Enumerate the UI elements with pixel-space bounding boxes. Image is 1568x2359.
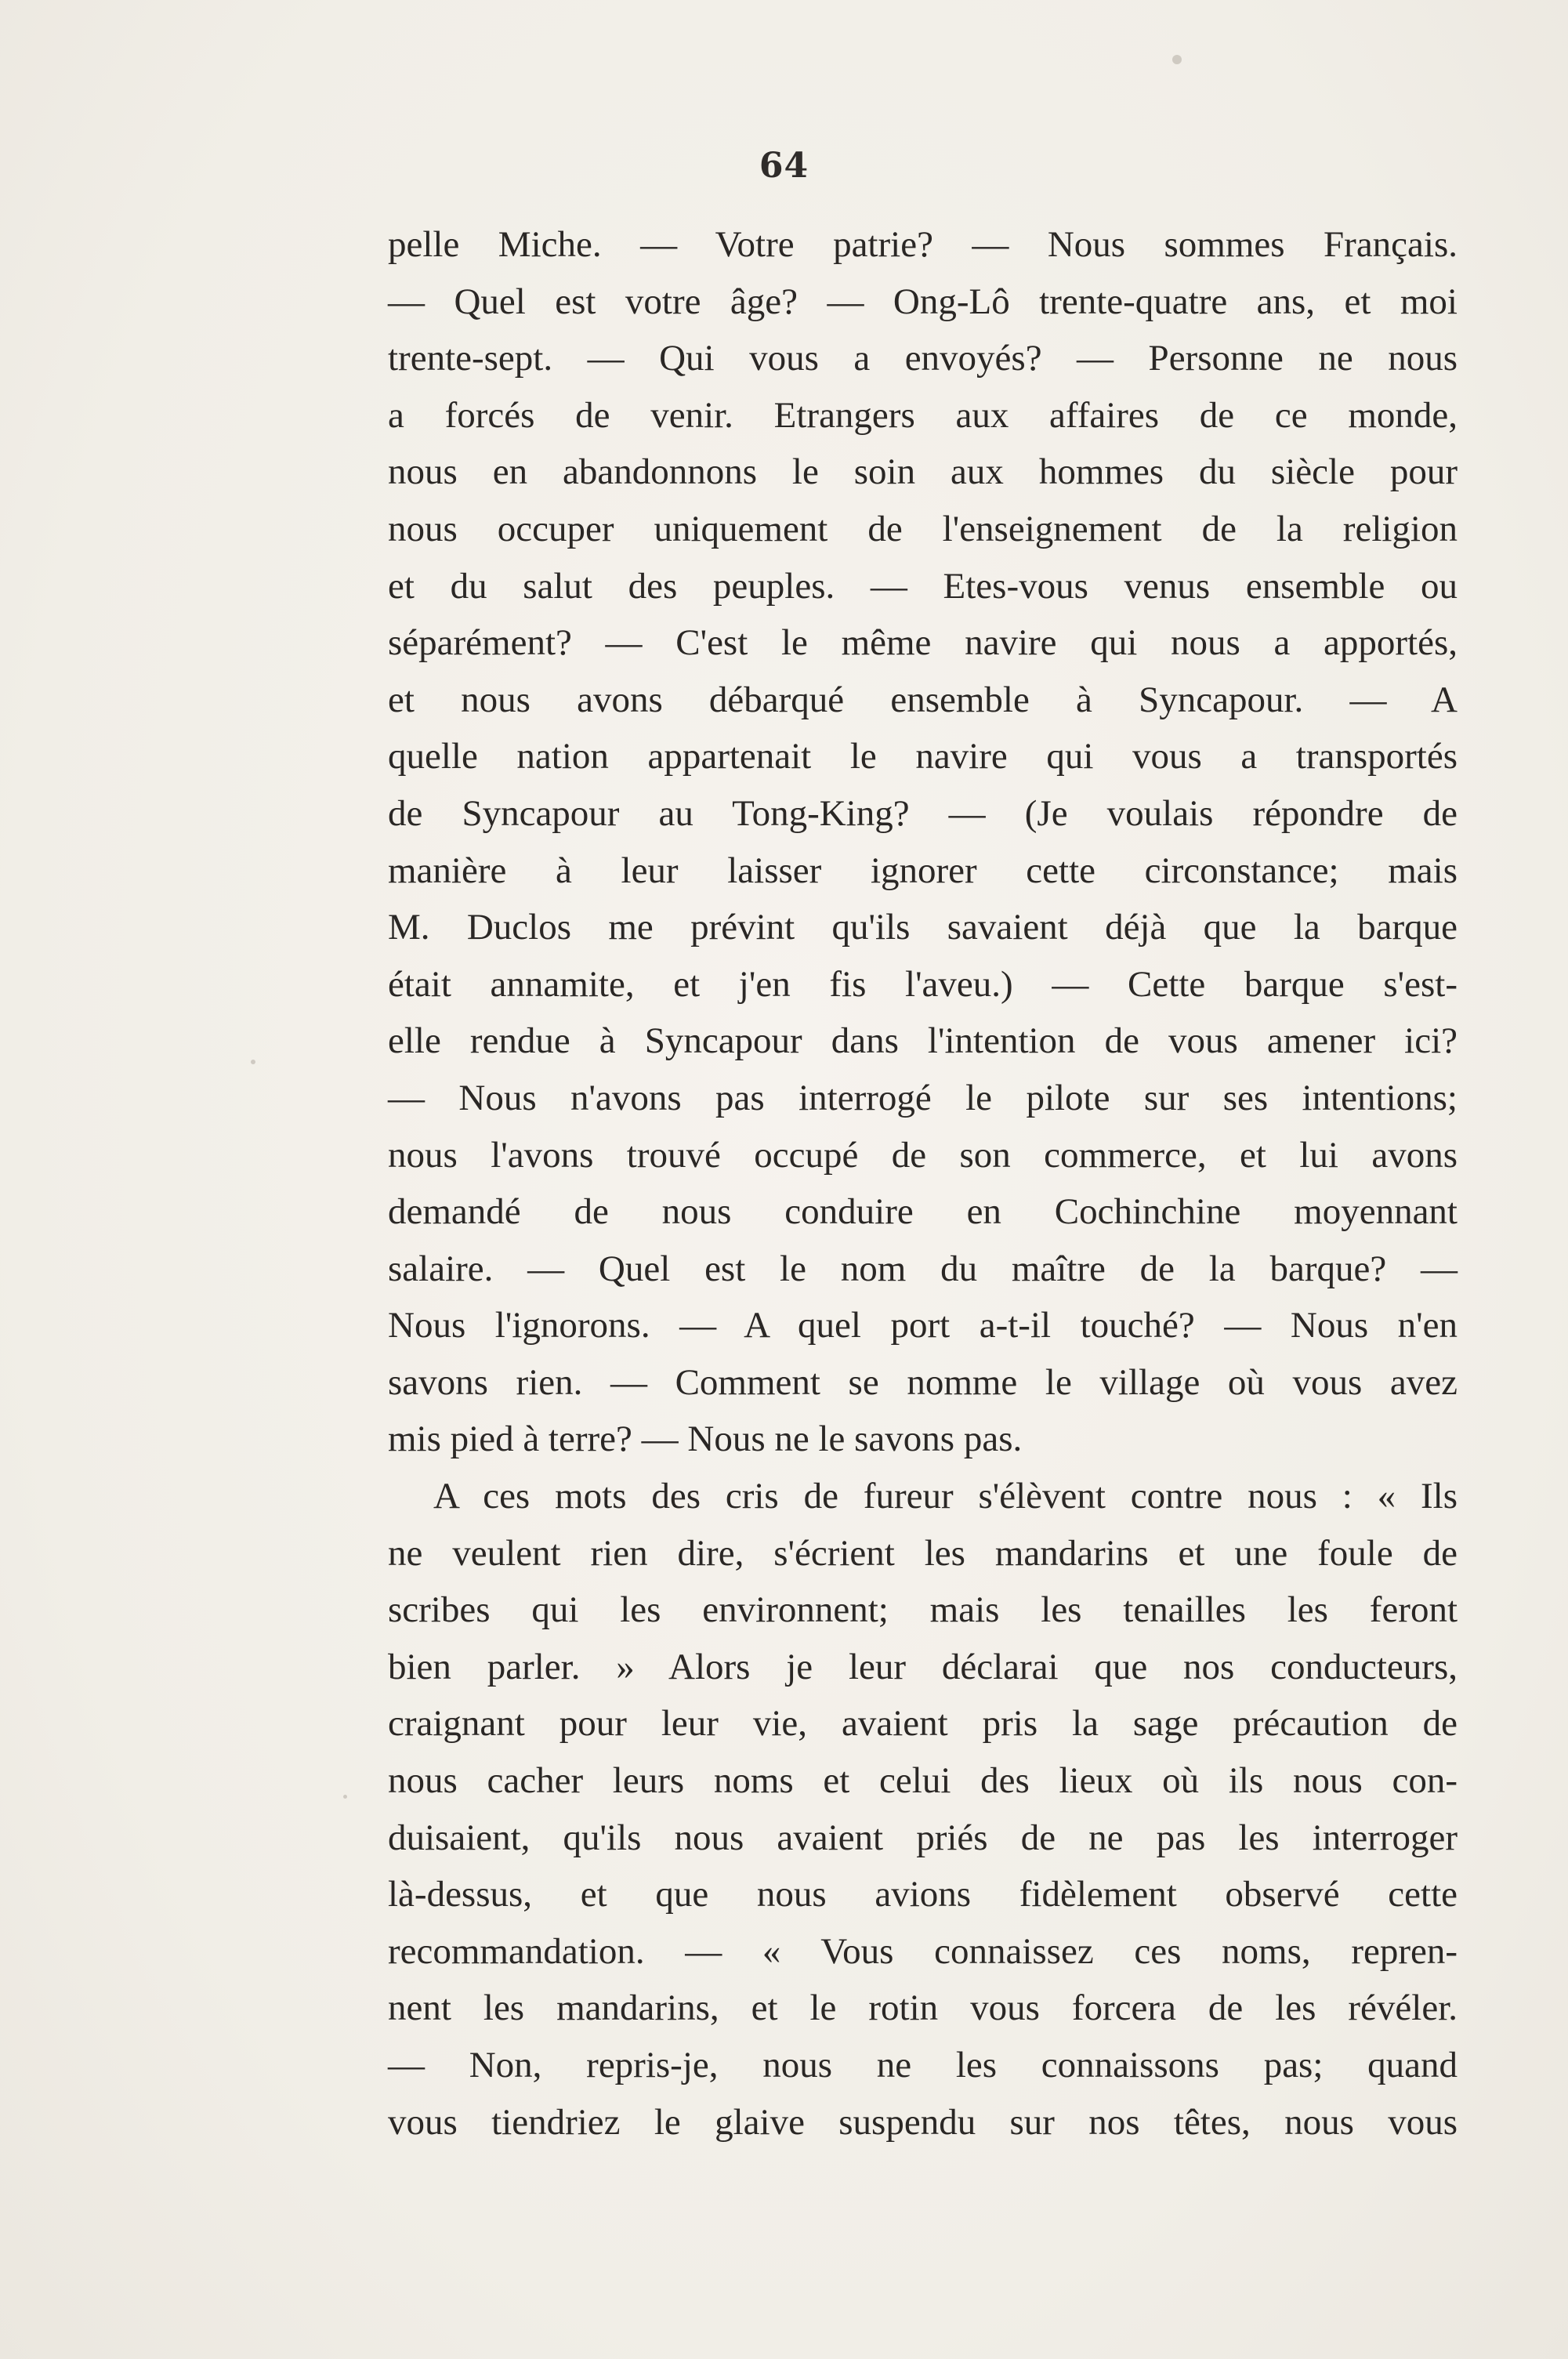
text-line: nent les mandarins, et le rotin vous forcera de les révéler.: [388, 1988, 1458, 2029]
text-line: — Quel est votre âge? — Ong-Lô trente-quatre ans, et moi: [388, 281, 1458, 322]
text-line: et du salut des peuples. — Etes-vous venus ensemble ou: [388, 565, 1458, 607]
text-line: ne veulent rien dire, s'écrient les mandarins et une foule de: [388, 1532, 1458, 1574]
paragraph-end-line: mis pied à terre? — Nous ne le savons pas.: [388, 1419, 1023, 1460]
text-line: duisaient, qu'ils nous avaient priés de ne pas les interroger: [388, 1817, 1458, 1858]
text-line: et nous avons débarqué ensemble à Syncapour. — A: [388, 679, 1458, 720]
text-line: bien parler. » Alors je leur déclarai que nos conducteurs,: [388, 1646, 1458, 1687]
text-line: nous l'avons trouvé occupé de son commerce, et lui avons: [388, 1134, 1458, 1176]
page-number: 64: [759, 146, 809, 186]
text-line: de Syncapour au Tong-King? — (Je voulais répondre de: [388, 792, 1458, 834]
text-line: M. Duclos me prévint qu'ils savaient déjà que la barque: [388, 907, 1458, 948]
text-line: là-dessus, et que nous avions fidèlement observé cette: [388, 1874, 1458, 1915]
paper-speck: [251, 1060, 255, 1064]
text-line: a forcés de venir. Etrangers aux affaires de ce monde,: [388, 394, 1458, 436]
text-line: trente-sept. — Qui vous a envoyés? — Personne ne nous: [388, 338, 1458, 379]
text-line: scribes qui les environnent; mais les tenailles les feront: [388, 1589, 1458, 1631]
text-line: nous cacher leurs noms et celui des lieux où ils nous con-: [388, 1760, 1458, 1802]
text-line: demandé de nous conduire en Cochinchine moyennant: [388, 1191, 1458, 1233]
text-line: — Non, repris-je, nous ne les connaissons pas; quand: [388, 2045, 1458, 2085]
paper-speck: [1172, 55, 1182, 64]
text-line: séparément? — C'est le même navire qui nous a apportés,: [388, 622, 1458, 664]
text-line: salaire. — Quel est le nom du maître de la barque? —: [388, 1248, 1458, 1289]
text-line: nous en abandonnons le soin aux hommes du siècle pour: [388, 451, 1458, 493]
text-line: était annamite, et j'en fis l'aveu.) — Cette barque s'est-: [388, 963, 1458, 1005]
text-line: pelle Miche. — Votre patrie? — Nous sommes Français.: [388, 224, 1458, 265]
paper-speck: [343, 1795, 347, 1799]
text-line: savons rien. — Comment se nomme le village où vous avez: [388, 1361, 1458, 1403]
text-line: quelle nation appartenait le navire qui vous a transportés: [388, 736, 1458, 777]
text-line: Nous l'ignorons. — A quel port a-t-il touché? — Nous n'en: [388, 1305, 1458, 1346]
text-line: vous tiendriez le glaive suspendu sur nos têtes, nous vous: [388, 2101, 1458, 2143]
text-line: — Nous n'avons pas interrogé le pilote sur ses intentions;: [388, 1077, 1458, 1118]
text-line: manière à leur laisser ignorer cette circonstance; mais: [388, 850, 1458, 891]
text-line: nous occuper uniquement de l'enseignement de la religion: [388, 508, 1458, 549]
text-line: recommandation. — « Vous connaissez ces noms, repren-: [388, 1930, 1458, 1972]
text-line: elle rendue à Syncapour dans l'intention de vous amener ici?: [388, 1020, 1458, 1062]
body-text: [388, 216, 1458, 2151]
paragraph-start-line: A ces mots des cris de fureur s'élèvent contre nous : « Ils: [433, 1476, 1458, 1517]
text-line: craignant pour leur vie, avaient pris la sage précaution de: [388, 1703, 1458, 1745]
